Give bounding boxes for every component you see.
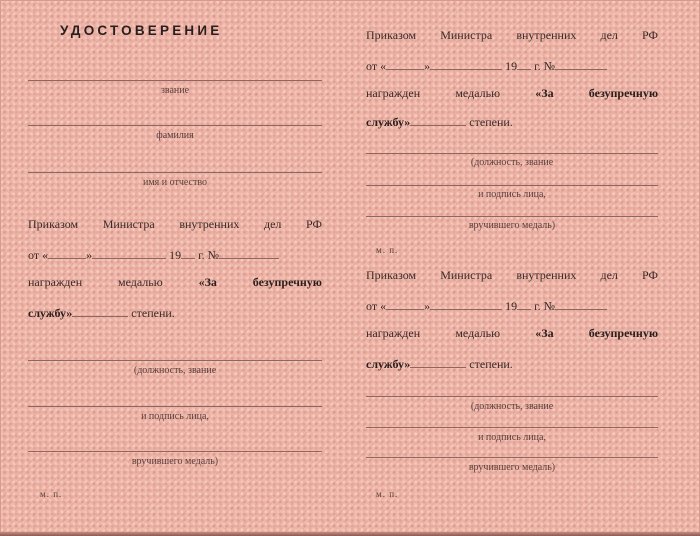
year-blank xyxy=(517,298,531,310)
presenter-line-right-2 xyxy=(366,457,658,458)
quote-close: » xyxy=(424,59,431,73)
medal-word: медалью xyxy=(455,86,501,100)
degree-blank xyxy=(410,356,466,368)
award-line-right-1 xyxy=(366,87,658,99)
seal-mark-right-2: м. п. xyxy=(376,489,399,499)
medal-name-part1: «За xyxy=(535,86,554,100)
surname-line xyxy=(28,125,322,126)
order-word: дел xyxy=(600,28,618,42)
medal-name-part3: службу» xyxy=(28,306,73,320)
month-blank xyxy=(92,247,166,259)
order-word: внутренних xyxy=(516,28,577,42)
position-caption-right-1: (должность, звание xyxy=(470,157,554,168)
bottom-edge xyxy=(0,532,700,536)
surname-caption: фамилия xyxy=(156,130,194,141)
number-blank xyxy=(555,298,607,310)
medal-word: медалью xyxy=(117,275,163,289)
position-line-right-2 xyxy=(366,396,658,397)
from-label: от xyxy=(28,248,40,262)
presenter-line-left xyxy=(28,451,322,452)
quote-close: » xyxy=(86,248,93,262)
medal-name-part2: безупречную xyxy=(252,275,322,289)
order-word: дел xyxy=(600,268,618,282)
year-suffix: г. xyxy=(534,299,541,313)
award-line-right-2 xyxy=(366,327,658,339)
name-caption: имя и отчество xyxy=(142,177,208,188)
signature-caption-right-2: и подпись лица, xyxy=(478,432,546,443)
year-blank xyxy=(181,247,195,259)
order-word: РФ xyxy=(306,217,322,231)
signature-caption-left: и подпись лица, xyxy=(141,411,209,422)
signature-line-right-1 xyxy=(366,185,658,186)
awarded-word: награжден xyxy=(28,275,83,289)
order-word: внутренних xyxy=(179,217,240,231)
order-word: Министра xyxy=(440,28,493,42)
degree-line-right-2 xyxy=(366,356,513,370)
from-label: от xyxy=(366,59,378,73)
order-word: внутренних xyxy=(516,268,577,282)
number-sign: № xyxy=(543,59,556,73)
number-blank xyxy=(555,58,607,70)
medal-word: медалью xyxy=(455,326,501,340)
signature-caption-right-1: и подпись лица, xyxy=(478,189,546,200)
year-suffix: г. xyxy=(534,59,541,73)
order-date-line-right-1 xyxy=(366,58,607,72)
year-prefix: 19 xyxy=(505,299,518,313)
awarded-word: награжден xyxy=(366,86,421,100)
quote-open: « xyxy=(380,59,387,73)
number-blank xyxy=(219,247,279,259)
signature-line-left xyxy=(28,406,322,407)
medal-name-part2: безупречную xyxy=(588,86,658,100)
medal-name-part2: безупречную xyxy=(588,326,658,340)
position-caption-right-2: (должность, звание xyxy=(470,401,554,412)
position-caption-left: (должность, звание xyxy=(133,365,217,376)
certificate-title: УДОСТОВЕРЕНИЕ xyxy=(60,23,223,38)
degree-blank xyxy=(410,114,466,126)
degree-word: степени. xyxy=(469,357,513,371)
order-date-line-right-2 xyxy=(366,298,607,312)
year-suffix: г. xyxy=(198,248,205,262)
quote-close: » xyxy=(424,299,431,313)
year-blank xyxy=(517,58,531,70)
presenter-caption-left: вручившего медаль) xyxy=(131,456,219,467)
award-line-left xyxy=(28,276,322,288)
order-line-right-2 xyxy=(366,269,658,281)
order-word: дел xyxy=(264,217,282,231)
name-line xyxy=(28,172,322,173)
order-word: Приказом xyxy=(366,28,417,42)
quote-open: « xyxy=(42,248,49,262)
order-word: РФ xyxy=(642,28,658,42)
degree-word: степени. xyxy=(469,115,513,129)
order-date-line-left xyxy=(28,247,279,261)
rank-caption: звание xyxy=(160,85,190,96)
order-line-right-1 xyxy=(366,29,658,41)
day-blank xyxy=(386,58,424,70)
degree-word: степени. xyxy=(131,306,175,320)
presenter-line-right-1 xyxy=(366,216,658,217)
year-prefix: 19 xyxy=(169,248,182,262)
seal-mark-right-1: м. п. xyxy=(376,245,399,255)
position-line-left xyxy=(28,360,322,361)
degree-blank xyxy=(72,305,128,317)
month-blank xyxy=(430,58,502,70)
year-prefix: 19 xyxy=(505,59,518,73)
presenter-caption-right-1: вручившего медаль) xyxy=(468,220,556,231)
order-word: Министра xyxy=(102,217,155,231)
rank-line xyxy=(28,80,322,81)
order-word: Приказом xyxy=(366,268,417,282)
medal-name-part1: «За xyxy=(198,275,217,289)
degree-line-right-1 xyxy=(366,114,513,128)
degree-line-left xyxy=(28,305,175,319)
medal-name-part1: «За xyxy=(535,326,554,340)
order-word: Приказом xyxy=(28,217,79,231)
awarded-word: награжден xyxy=(366,326,421,340)
order-word: Министра xyxy=(440,268,493,282)
month-blank xyxy=(430,298,502,310)
day-blank xyxy=(48,247,86,259)
order-line-left xyxy=(28,218,322,230)
day-blank xyxy=(386,298,424,310)
medal-name-part3: службу» xyxy=(366,115,411,129)
number-sign: № xyxy=(207,248,220,262)
quote-open: « xyxy=(380,299,387,313)
order-word: РФ xyxy=(642,268,658,282)
from-label: от xyxy=(366,299,378,313)
presenter-caption-right-2: вручившего медаль) xyxy=(468,462,556,473)
number-sign: № xyxy=(543,299,556,313)
signature-line-right-2 xyxy=(366,427,658,428)
seal-mark-left: м. п. xyxy=(40,489,63,499)
position-line-right-1 xyxy=(366,153,658,154)
medal-name-part3: службу» xyxy=(366,357,411,371)
